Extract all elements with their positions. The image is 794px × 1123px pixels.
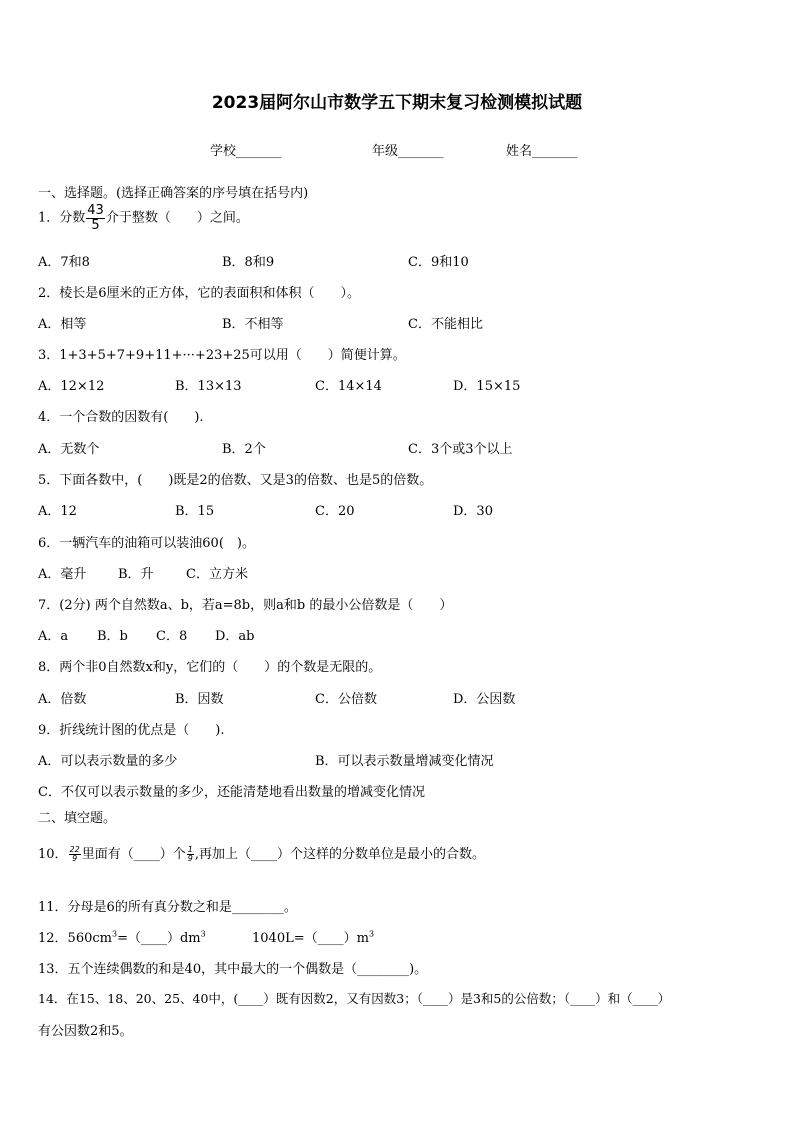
grade-field: 年级_______ (372, 144, 444, 159)
q1-prefix: 1．分数 (38, 210, 86, 226)
question-13: 13．五个连续偶数的和是40，其中最大的一个偶数是（________)。 (38, 962, 428, 977)
q8-option-b: B．因数 (175, 692, 224, 707)
fraction-1-9 (187, 846, 194, 864)
question-4: 4．一个合数的因数有( ). (38, 410, 204, 425)
q4-option-c: C．3个或3个以上 (408, 442, 513, 457)
q9-option-b: B．可以表示数量增减变化情况 (315, 754, 494, 769)
question-14-line-1: 14．在15、18、20、25、40中，(____）既有因数2，又有因数3；（____）是3和5的公倍数；（____）和（____） (38, 991, 671, 1006)
q5-option-a: A．12 (38, 504, 77, 519)
frac-numerator: 43 (87, 203, 104, 218)
q1-option-a: A．7和8 (38, 255, 90, 270)
page-title: 2023届阿尔山市数学五下期末复习检测模拟试题 (211, 93, 583, 113)
frac-denominator: 5 (91, 217, 100, 233)
question-11: 11．分母是6的所有真分数之和是________。 (38, 900, 297, 915)
q3-option-c: C．14×14 (315, 379, 382, 394)
q6-option-c: C．立方米 (186, 567, 248, 582)
question-9: 9．折线统计图的优点是（ ). (38, 723, 225, 738)
q12-p1-sup2: 3 (200, 929, 206, 939)
q7-option-a: A．a (38, 629, 69, 644)
q8-option-c: C．公倍数 (315, 692, 377, 707)
q8-option-a: A．倍数 (38, 692, 87, 707)
q9-option-c: C．不仅可以表示数量的多少，还能清楚地看出数量的增减变化情况 (38, 785, 425, 800)
question-12-part-1 (38, 927, 206, 946)
question-6: 6．一辆汽车的油箱可以装油60( )。 (38, 536, 255, 551)
q3-option-a: A．12×12 (38, 379, 105, 394)
q1-option-b: B．8和9 (222, 255, 275, 270)
q5-option-d: D．30 (453, 504, 493, 519)
question-7: 7．(2分) 两个自然数a、b，若a=8b，则a和b 的最小公倍数是（ ） (38, 598, 453, 613)
q12-p1-mid: =（____）dm (117, 931, 201, 946)
section-fill-heading: 二、填空题。 (38, 811, 117, 826)
frac-denominator: 9 (187, 854, 193, 863)
question-1 (38, 204, 249, 232)
question-10 (38, 843, 485, 863)
q3-option-d: D．15×15 (453, 379, 521, 394)
q1-option-c: C．9和10 (408, 255, 469, 270)
fraction-43-5 (86, 204, 105, 232)
section-choice-heading: 一、选择题。(选择正确答案的序号填在括号内) (38, 186, 309, 201)
q4-option-b: B．2个 (222, 442, 266, 457)
q7-option-d: D．ab (215, 629, 255, 644)
q4-option-a: A．无数个 (38, 442, 100, 457)
q9-option-a: A．可以表示数量的多少 (38, 754, 178, 769)
frac-numerator: 1 (187, 844, 193, 854)
q5-option-c: C．20 (315, 504, 355, 519)
question-14-line-2: 有公因数2和5。 (38, 1024, 133, 1039)
q12-p2-sup: 3 (368, 929, 375, 939)
q7-option-c: C．8 (156, 629, 188, 644)
frac-numerator: 22 (69, 844, 80, 854)
q3-option-b: B．13×13 (175, 379, 242, 394)
question-12-part-2 (252, 927, 374, 946)
q1-suffix: 介于整数（ ）之间。 (105, 210, 249, 226)
name-field: 姓名_______ (506, 144, 578, 159)
question-5: 5．下面各数中，( )既是2的倍数、又是3的倍数、也是5的倍数。 (38, 473, 433, 488)
q12-p1-sup: 3 (111, 929, 118, 939)
q2-option-a: A．相等 (38, 317, 87, 332)
q8-option-d: D．公因数 (453, 692, 516, 707)
school-field: 学校_______ (210, 144, 282, 159)
q10-prefix: 10． (38, 847, 68, 862)
q2-option-c: C．不能相比 (408, 317, 483, 332)
q6-option-a: A．毫升 (38, 567, 87, 582)
q6-option-b: B．升 (118, 567, 154, 582)
q5-option-b: B．15 (175, 504, 215, 519)
fraction-22-9 (69, 846, 81, 864)
q12-p1-pre: 12．560cm (38, 931, 112, 946)
q10-middle-1: 里面有（____）个 (81, 847, 186, 862)
frac-denominator: 9 (72, 854, 78, 863)
question-3: 3．1+3+5+7+9+11+···+23+25可以用（ ）简便计算。 (38, 348, 406, 363)
question-8: 8．两个非0自然数x和y，它们的（ ）的个数是无限的。 (38, 660, 382, 675)
q10-middle-2: ,再加上（____）个这样的分数单位是最小的合数。 (194, 847, 485, 862)
question-2: 2．棱长是6厘米的正方体，它的表面积和体积（ ）。 (38, 286, 361, 301)
q7-option-b: B．b (97, 629, 128, 644)
q2-option-b: B．不相等 (222, 317, 284, 332)
q12-p2-pre: 1040L=（____）m (252, 931, 369, 946)
